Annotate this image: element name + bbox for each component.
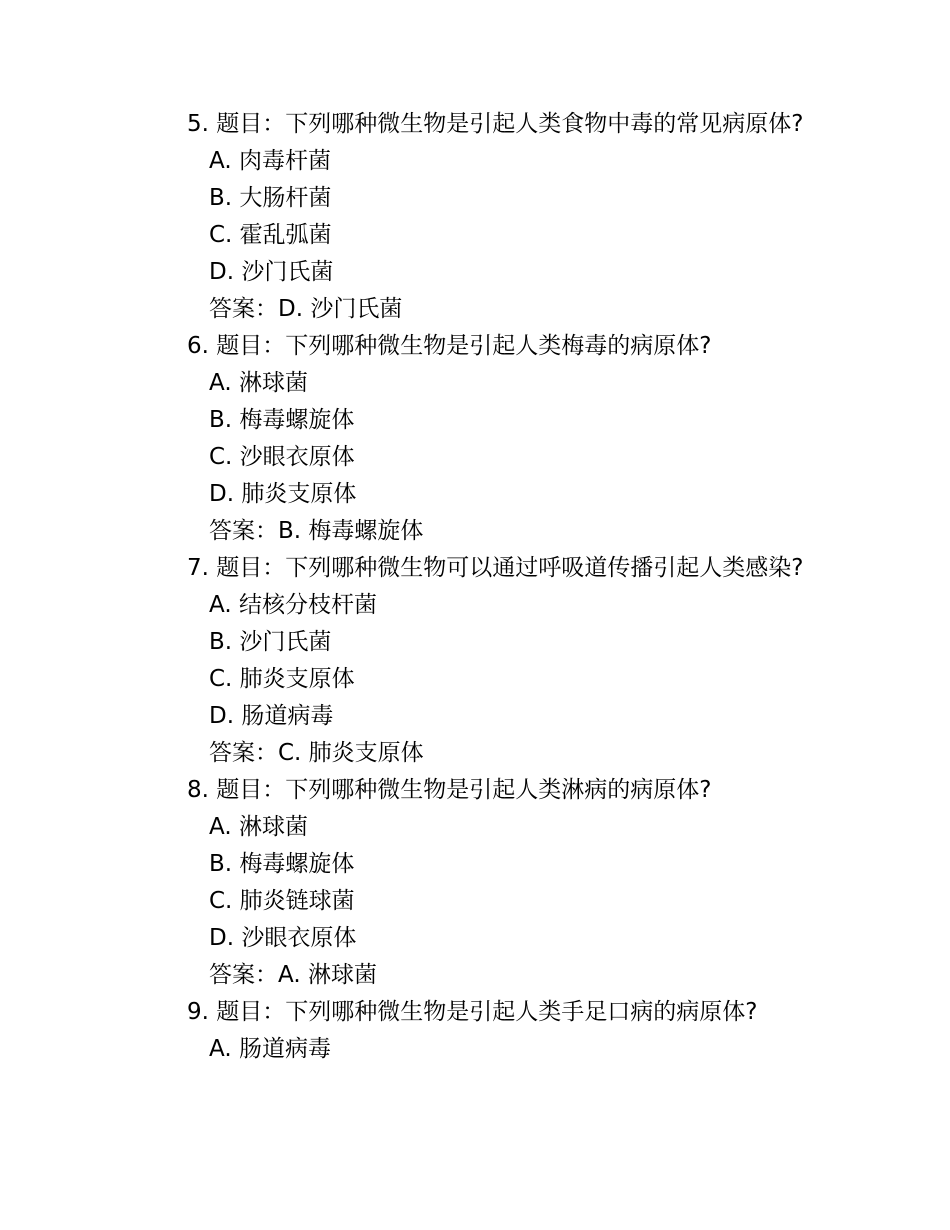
option-a: A. 淋球菌 bbox=[209, 814, 308, 840]
question-stem: 7. 题目：下列哪种微生物可以通过呼吸道传播引起人类感染? bbox=[187, 555, 804, 581]
question-stem: 9. 题目：下列哪种微生物是引起人类手足口病的病原体? bbox=[187, 999, 758, 1025]
answer-line: 答案：B. 梅毒螺旋体 bbox=[209, 518, 424, 544]
option-d: D. 肠道病毒 bbox=[209, 703, 334, 729]
option-a: A. 肉毒杆菌 bbox=[209, 148, 331, 174]
option-a: A. 肠道病毒 bbox=[209, 1036, 331, 1062]
answer-line: 答案：D. 沙门氏菌 bbox=[209, 296, 403, 322]
option-d: D. 肺炎支原体 bbox=[209, 481, 357, 507]
option-c: C. 霍乱弧菌 bbox=[209, 222, 332, 248]
question-6 bbox=[0, 328, 950, 550]
option-b: B. 沙门氏菌 bbox=[209, 629, 332, 655]
question-7 bbox=[0, 550, 950, 772]
option-c: C. 肺炎支原体 bbox=[209, 666, 355, 692]
option-c: C. 沙眼衣原体 bbox=[209, 444, 355, 470]
option-b: B. 梅毒螺旋体 bbox=[209, 851, 355, 877]
option-b: B. 大肠杆菌 bbox=[209, 185, 332, 211]
option-a: A. 结核分枝杆菌 bbox=[209, 592, 377, 618]
option-c: C. 肺炎链球菌 bbox=[209, 888, 355, 914]
question-stem: 6. 题目：下列哪种微生物是引起人类梅毒的病原体? bbox=[187, 333, 712, 359]
option-d: D. 沙门氏菌 bbox=[209, 259, 334, 285]
question-stem: 5. 题目：下列哪种微生物是引起人类食物中毒的常见病原体? bbox=[187, 111, 804, 137]
question-stem: 8. 题目：下列哪种微生物是引起人类淋病的病原体? bbox=[187, 777, 712, 803]
question-5 bbox=[0, 106, 950, 328]
option-d: D. 沙眼衣原体 bbox=[209, 925, 357, 951]
answer-line: 答案：C. 肺炎支原体 bbox=[209, 740, 424, 766]
question-8 bbox=[0, 772, 950, 994]
option-a: A. 淋球菌 bbox=[209, 370, 308, 396]
question-9 bbox=[0, 994, 950, 1068]
option-b: B. 梅毒螺旋体 bbox=[209, 407, 355, 433]
answer-line: 答案：A. 淋球菌 bbox=[209, 962, 377, 988]
